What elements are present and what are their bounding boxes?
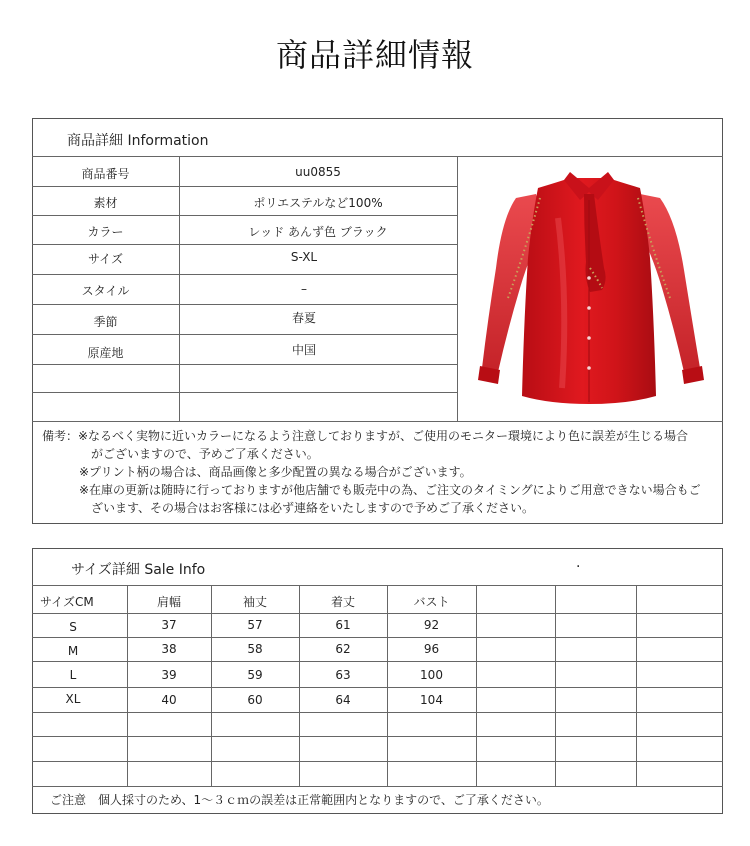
size-column-header: サイズCM	[40, 595, 94, 609]
size-column-divider	[387, 585, 388, 786]
size-cell: 38	[161, 642, 177, 656]
remark-line: ※在庫の更新は随時に行っておりますが他店舗でも販売中の為、ご注文のタイミングによりご用意できない場合もご	[79, 483, 701, 497]
size-header-dot: ·	[576, 559, 581, 575]
button	[587, 276, 591, 280]
info-header-divider	[32, 156, 723, 157]
info-value: 春夏	[291, 311, 316, 325]
info-row-divider	[32, 364, 458, 365]
remark-line: ※プリント柄の場合は、商品画像と多少配置の異なる場合がございます。	[79, 465, 472, 479]
info-label: 原産地	[87, 346, 124, 360]
size-row-divider	[32, 585, 723, 586]
size-row-divider	[32, 687, 723, 688]
info-value: 中国	[291, 343, 316, 357]
info-value: レッド あんず色 ブラック	[248, 225, 388, 239]
size-column-header: 肩幅	[156, 595, 181, 609]
info-row-divider	[32, 304, 458, 305]
size-row-divider	[32, 613, 723, 614]
info-table-bottom	[32, 421, 723, 422]
size-row-divider	[32, 786, 723, 787]
size-cell: 37	[161, 618, 177, 632]
size-cell: 64	[335, 693, 351, 707]
size-cell: 96	[423, 642, 440, 656]
size-header: サイズ詳細 Sale Info	[71, 562, 206, 578]
info-row-divider	[32, 392, 458, 393]
remark-line: ざいます、その場合はお客様には必ず連絡をいたしますので予めご了承ください。	[91, 501, 535, 515]
size-cell: XL	[65, 692, 81, 706]
size-cell: 100	[420, 668, 443, 682]
button	[587, 336, 591, 340]
size-column-divider	[211, 585, 212, 786]
page-title: 商品詳細情報	[275, 36, 474, 74]
button	[587, 366, 591, 370]
size-column-divider	[299, 585, 300, 786]
info-label: 素材	[93, 196, 118, 210]
size-cell: 62	[335, 642, 351, 656]
size-cell: 57	[247, 618, 263, 632]
info-value: uu0855	[295, 165, 341, 179]
size-cell: 59	[247, 668, 263, 682]
size-column-header: 着丈	[330, 595, 355, 609]
remark-line: 備考：※なるべく実物に近いカラーになるよう注意しておりますが、ご使用のモニター環境により色に誤差が生じる場合	[42, 429, 689, 443]
info-label: カラー	[87, 225, 124, 239]
size-column-divider	[636, 585, 637, 786]
size-cell: 63	[335, 668, 351, 682]
size-column-header: 袖丈	[242, 595, 267, 609]
size-cell: M	[67, 644, 79, 658]
size-row-divider	[32, 712, 723, 713]
size-column-divider	[127, 585, 128, 786]
size-cell: 39	[161, 668, 177, 682]
info-row-divider	[32, 186, 458, 187]
info-label: 商品番号	[81, 167, 130, 181]
size-note: ご注意 個人採寸のため、1～３ｃｍの誤差は正常範囲内となりますので、ご了承ください。	[50, 793, 549, 807]
size-cell: 61	[335, 618, 351, 632]
size-cell: S	[69, 620, 77, 634]
info-value: ポリエステルなど100%	[253, 196, 383, 210]
size-row-divider	[32, 736, 723, 737]
info-row-divider	[32, 215, 458, 216]
size-cell: 60	[247, 693, 263, 707]
info-row-divider	[32, 274, 458, 275]
info-header: 商品詳細 Information	[67, 133, 209, 149]
info-row-divider	[32, 244, 458, 245]
info-value: S-XL	[290, 250, 318, 264]
info-label: スタイル	[81, 284, 130, 298]
info-value: –	[301, 282, 307, 296]
size-cell: 40	[161, 693, 177, 707]
size-row-divider	[32, 661, 723, 662]
size-cell: 92	[423, 618, 440, 632]
size-column-header: バスト	[413, 595, 450, 609]
button	[587, 306, 591, 310]
size-row-divider	[32, 637, 723, 638]
size-cell: 104	[420, 693, 443, 707]
info-label: 季節	[93, 315, 118, 329]
size-column-divider	[555, 585, 556, 786]
remark-line: がございますので、予めご了承ください。	[91, 447, 319, 461]
info-label: サイズ	[87, 252, 124, 266]
size-column-divider	[476, 585, 477, 786]
product-photo	[458, 158, 721, 420]
size-row-divider	[32, 761, 723, 762]
info-row-divider	[32, 334, 458, 335]
size-cell: 58	[247, 642, 263, 656]
size-cell: L	[69, 668, 77, 682]
